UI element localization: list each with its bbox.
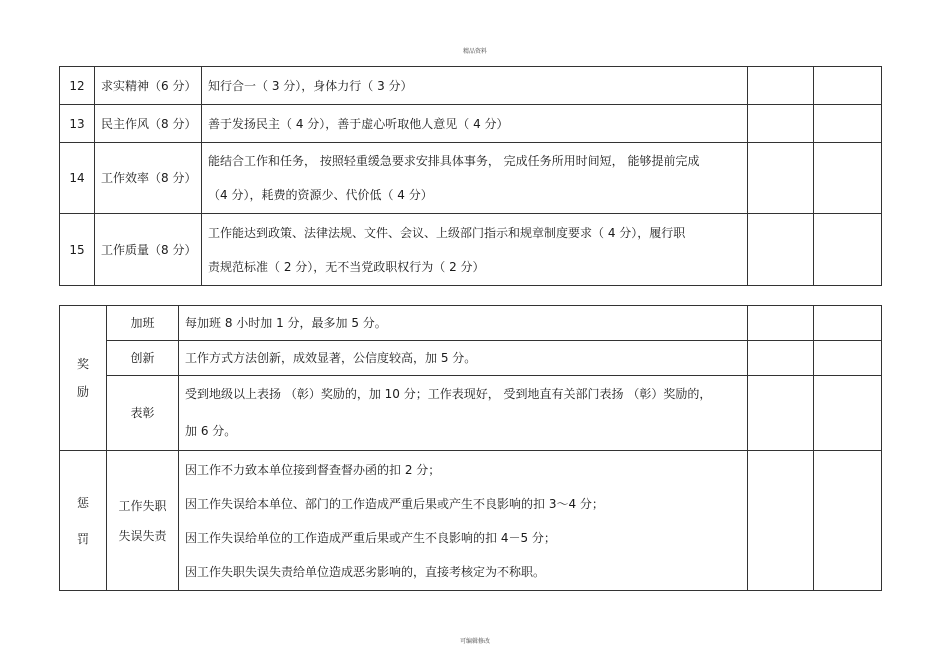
score-cell[interactable] <box>748 105 814 143</box>
score-cell[interactable] <box>814 143 882 214</box>
criteria-line: 责规范标准（ 2 分），无不当党政职权行为（ 2 分） <box>208 259 485 274</box>
reward-item-name: 创新 <box>107 341 179 376</box>
name-line: 工作失职 <box>118 498 167 513</box>
row-number: 15 <box>60 214 95 286</box>
reward-item-rule <box>179 341 748 376</box>
penalty-category <box>60 451 107 591</box>
score-cell[interactable] <box>748 306 814 341</box>
table-row <box>60 214 882 286</box>
item-criteria <box>202 105 748 143</box>
rule-line: 因工作失职失误失责给单位造成恶劣影响的，直接考核定为不称职。 <box>185 564 546 579</box>
reward-item-rule <box>179 376 748 451</box>
criteria-line: 能结合工作和任务， 按照轻重缓急要求安排具体事务， 完成任务所用时间短， 能够提前完成 <box>208 154 700 168</box>
item-criteria <box>202 67 748 105</box>
evaluation-table-upper <box>59 66 882 286</box>
score-cell[interactable] <box>814 105 882 143</box>
row-number: 14 <box>60 143 95 214</box>
rule-line: 加 6 分。 <box>185 424 237 438</box>
reward-category <box>60 306 107 451</box>
penalty-item-rule <box>179 451 748 591</box>
score-cell[interactable] <box>748 143 814 214</box>
evaluation-table-lower <box>59 305 882 591</box>
rule-line: 因工作失误给单位的工作造成严重后果或产生不良影响的扣 4－5 分； <box>185 530 556 545</box>
rule-line: 每加班 8 小时加 1 分，最多加 5 分。 <box>185 316 387 330</box>
category-char: 奖 <box>76 357 89 371</box>
table-row <box>60 341 882 376</box>
rule-line: 工作方式方法创新，成效显著，公信度较高，加 5 分。 <box>185 351 477 365</box>
rule-line: 受到地级以上表扬 （彰）奖励的，加 10 分；工作表现好， 受到地直有关部门表扬 （彰）奖励的， <box>185 387 712 401</box>
rule-line: 因工作不力致本单位接到督查督办函的扣 2 分； <box>185 462 441 477</box>
reward-item-name: 加班 <box>107 306 179 341</box>
table-row <box>60 143 882 214</box>
score-cell[interactable] <box>748 341 814 376</box>
score-cell[interactable] <box>814 376 882 451</box>
score-cell[interactable] <box>814 341 882 376</box>
criteria-line: 知行合一（ 3 分），身体力行（ 3 分） <box>208 78 413 93</box>
score-cell[interactable] <box>814 306 882 341</box>
item-criteria <box>202 143 748 214</box>
category-char: 惩 <box>76 495 89 510</box>
item-name: 求实精神（6 分） <box>95 67 202 105</box>
category-char: 励 <box>76 385 89 399</box>
page-header-text: 精品资料 <box>462 48 487 55</box>
item-name: 工作质量（8 分） <box>95 214 202 286</box>
criteria-line: （4 分），耗费的资源少、代价低（ 4 分） <box>208 188 433 202</box>
score-cell[interactable] <box>748 376 814 451</box>
table-row <box>60 67 882 105</box>
table-row <box>60 306 882 341</box>
reward-item-name: 表彰 <box>107 376 179 451</box>
name-line: 失误失责 <box>118 528 167 543</box>
criteria-line: 工作能达到政策、法律法规、文件、会议、上级部门指示和规章制度要求（ 4 分），履行职 <box>208 225 686 240</box>
criteria-line: 善于发扬民主（ 4 分），善于虚心听取他人意见（ 4 分） <box>208 116 509 131</box>
page-footer-text: 可编辑修改 <box>459 638 490 645</box>
score-cell[interactable] <box>814 214 882 286</box>
score-cell[interactable] <box>814 67 882 105</box>
item-name: 工作效率（8 分） <box>95 143 202 214</box>
category-char: 罚 <box>76 531 89 546</box>
row-number: 12 <box>60 67 95 105</box>
penalty-item-name <box>107 451 179 591</box>
score-cell[interactable] <box>748 214 814 286</box>
table-row <box>60 376 882 451</box>
item-name: 民主作风（8 分） <box>95 105 202 143</box>
rule-line: 因工作失误给本单位、部门的工作造成严重后果或产生不良影响的扣 3～4 分； <box>185 496 604 511</box>
score-cell[interactable] <box>814 451 882 591</box>
table-row <box>60 105 882 143</box>
item-criteria <box>202 214 748 286</box>
reward-item-rule <box>179 306 748 341</box>
score-cell[interactable] <box>748 67 814 105</box>
row-number: 13 <box>60 105 95 143</box>
table-row <box>60 451 882 591</box>
score-cell[interactable] <box>748 451 814 591</box>
